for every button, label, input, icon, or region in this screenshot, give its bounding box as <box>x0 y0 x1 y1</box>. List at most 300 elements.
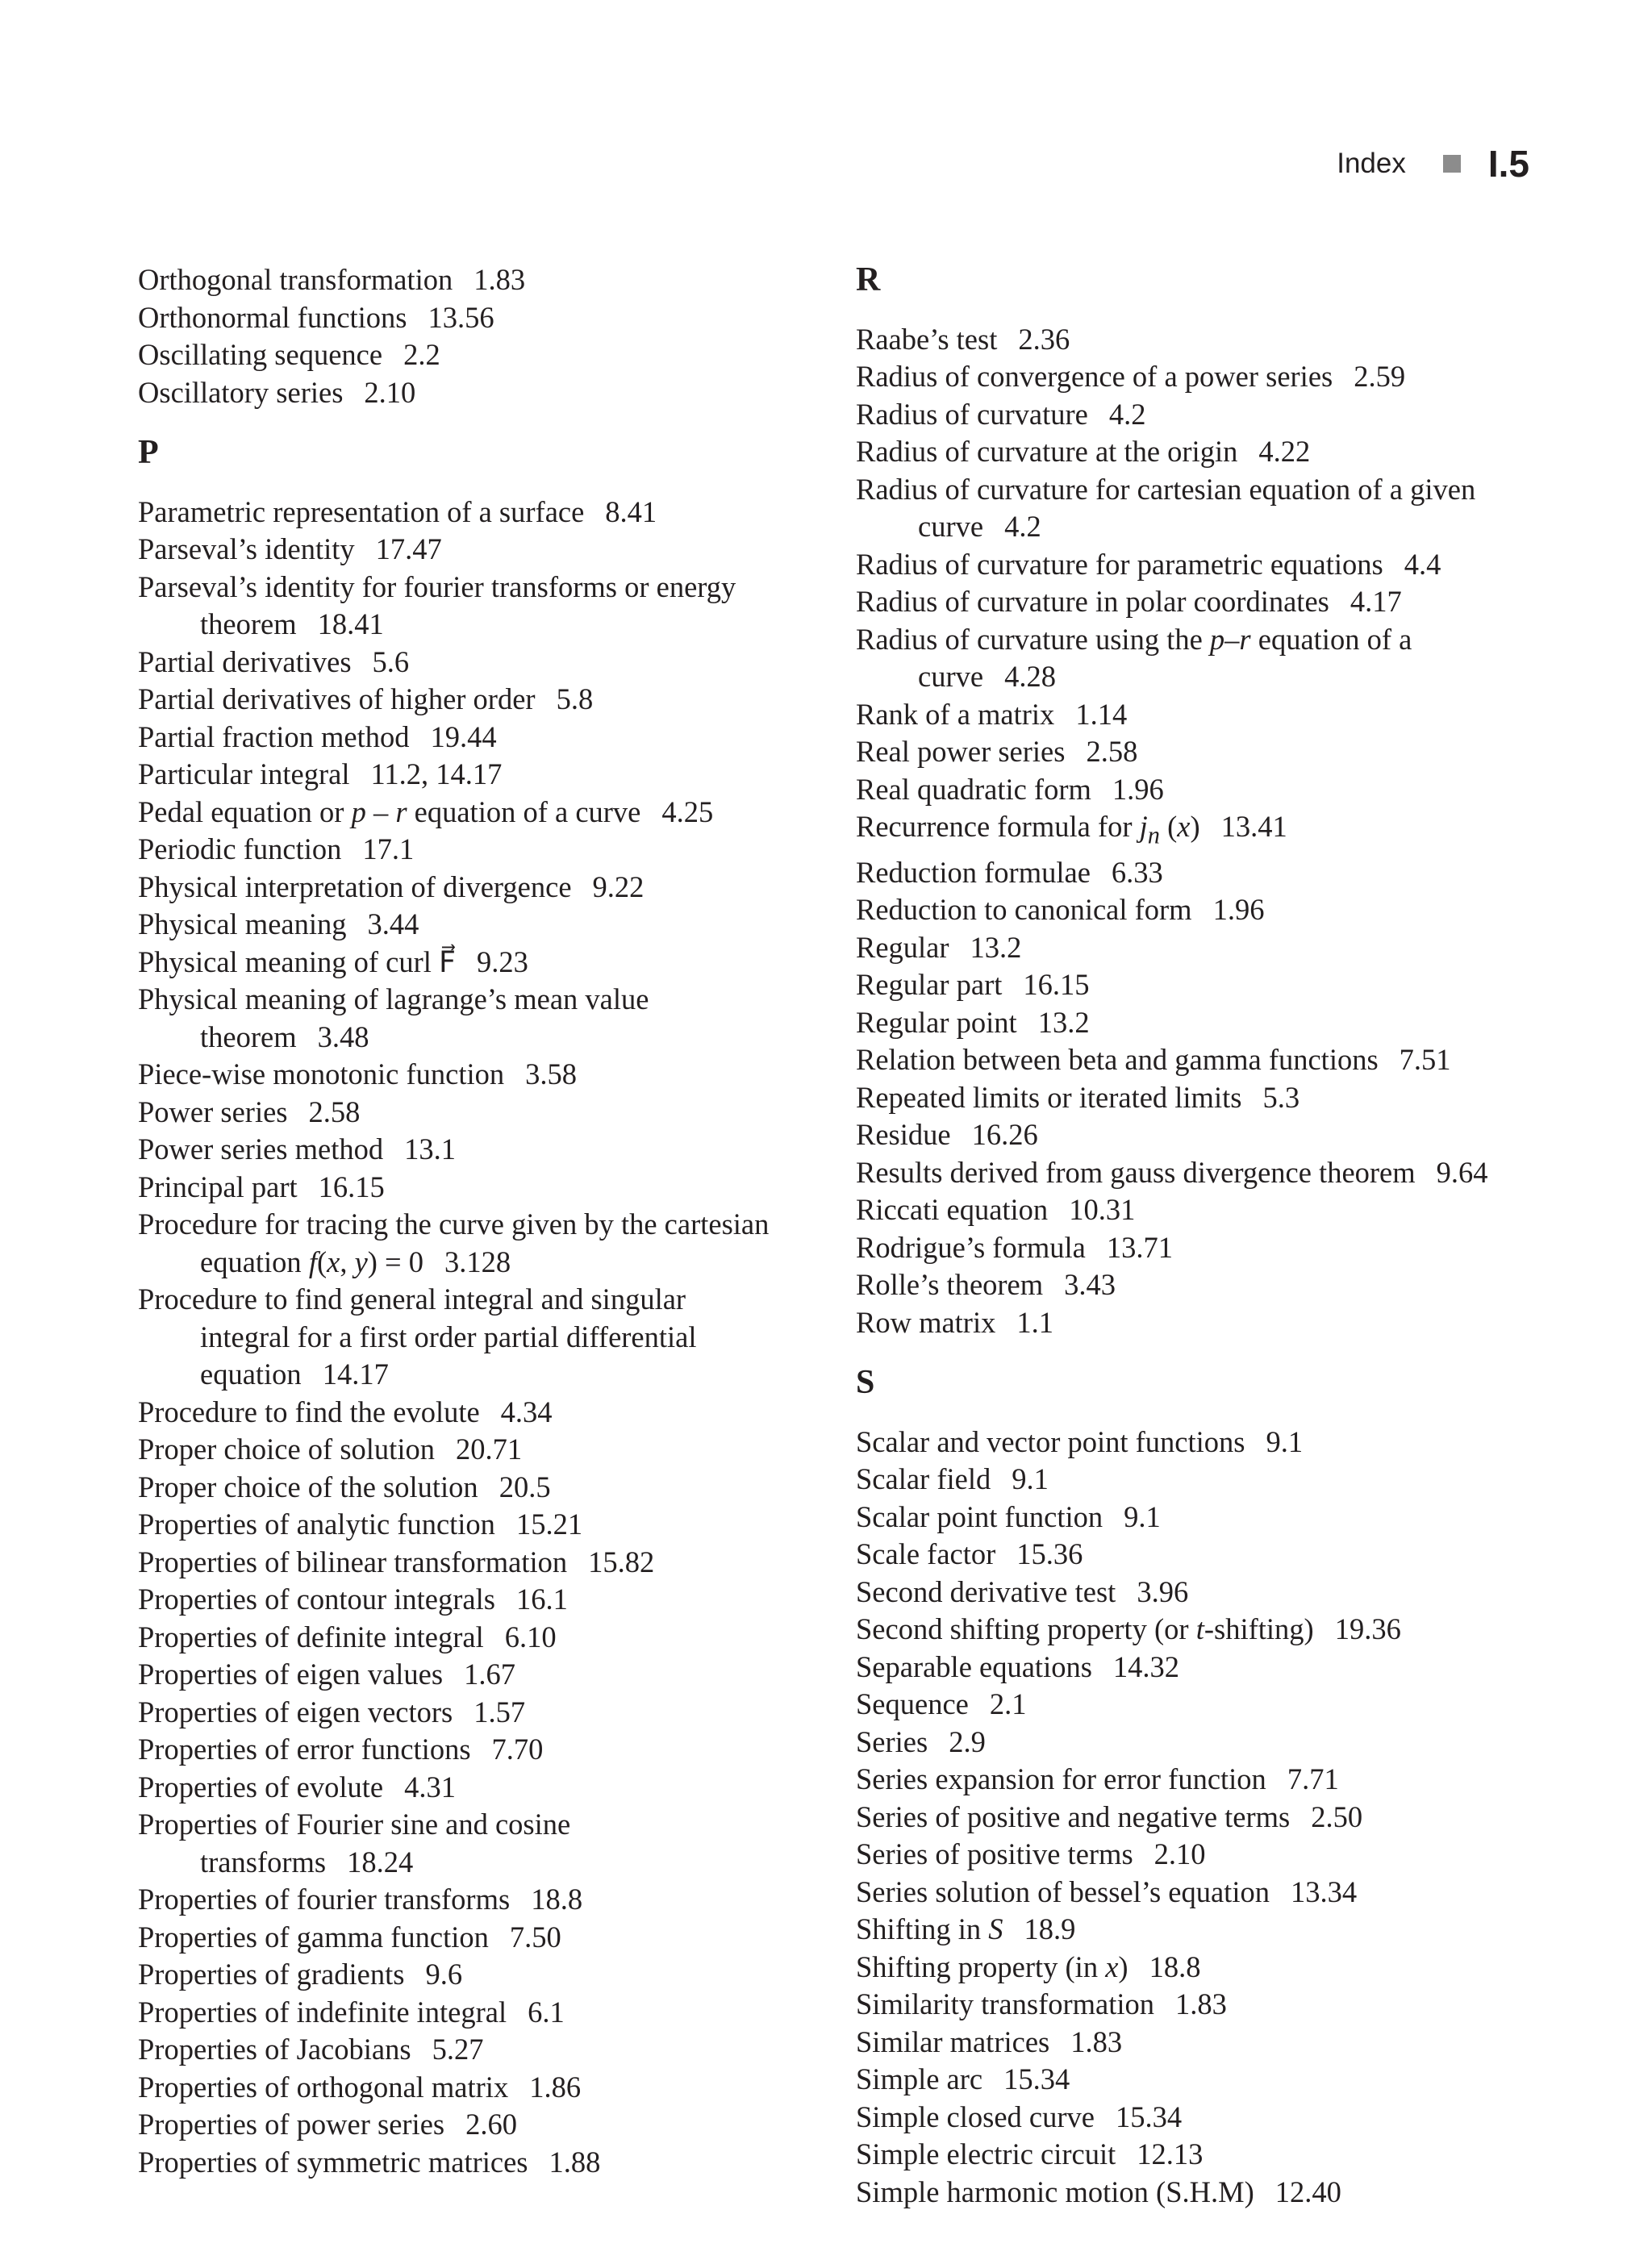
index-entry <box>856 546 1550 584</box>
index-entry <box>856 1536 1550 1574</box>
entry-term: Second derivative test <box>856 1574 1116 1608</box>
entry-pages: 2.59 <box>1354 360 1406 393</box>
index-entry <box>138 1806 832 1881</box>
index-entry <box>856 1041 1550 1079</box>
index-entry <box>856 1874 1550 1912</box>
entry-term: Repeated limits or iterated limits <box>856 1080 1242 1114</box>
entry-term: Radius of curvature using the <box>856 622 1210 656</box>
entry-pages: 3.58 <box>525 1057 577 1090</box>
entry-term-subscript: n <box>1147 821 1160 849</box>
index-entry <box>138 1206 832 1281</box>
entry-pages: 7.51 <box>1399 1043 1451 1077</box>
entry-term: Properties of symmetric matrices <box>138 2145 528 2179</box>
entry-term: Radius of curvature for cartesian equation of a given <box>856 472 1476 506</box>
entry-term: Procedure to find the evolute <box>138 1395 480 1428</box>
entry-pages: 6.33 <box>1111 855 1163 889</box>
index-entry <box>856 2099 1550 2137</box>
index-entry <box>856 433 1550 471</box>
index-entry <box>856 1799 1550 1837</box>
index-entry <box>138 869 832 907</box>
entry-term: Real power series <box>856 735 1066 768</box>
entry-term-continued: ( <box>316 1245 327 1278</box>
page-number: I.5 <box>1487 143 1529 185</box>
index-entry <box>138 1506 832 1544</box>
entry-pages: 4.2 <box>1108 397 1146 431</box>
index-entry <box>138 531 832 569</box>
entry-term: Principal part <box>138 1170 298 1203</box>
entry-pages: 18.8 <box>531 1883 583 1916</box>
entry-term: Properties of Fourier sine and cosine <box>138 1808 571 1841</box>
index-entry <box>138 1469 832 1507</box>
entry-term: Regular <box>856 930 949 964</box>
entry-term: Series <box>856 1724 928 1758</box>
entry-term-variable: p–r <box>1209 622 1251 656</box>
index-entry <box>138 2031 832 2069</box>
index-entry <box>856 1229 1550 1267</box>
index-entry <box>856 966 1550 1004</box>
index-entry <box>856 1424 1550 1462</box>
entry-pages: 13.71 <box>1106 1230 1173 1264</box>
entry-pages: 2.58 <box>1086 735 1138 768</box>
entry-pages: 19.36 <box>1334 1612 1401 1646</box>
entry-pages: 3.96 <box>1137 1574 1189 1608</box>
entry-term: Sequence <box>856 1687 969 1721</box>
index-entry <box>856 1611 1550 1649</box>
entry-term: Radius of curvature at the origin <box>856 435 1238 468</box>
index-entry <box>138 1094 832 1132</box>
index-entry <box>138 1881 832 1919</box>
index-entry <box>138 2144 832 2182</box>
left-column <box>138 261 832 2181</box>
entry-term: Properties of contour integrals <box>138 1583 495 1616</box>
entry-pages: 15.34 <box>1115 2100 1183 2133</box>
index-entry <box>856 1079 1550 1117</box>
entry-term: -shifting) <box>1204 1612 1314 1646</box>
index-entry <box>856 771 1550 809</box>
index-entry <box>856 891 1550 929</box>
index-entry <box>138 1544 832 1582</box>
entry-term: Simple arc <box>856 2062 983 2096</box>
index-entry <box>856 1499 1550 1537</box>
index-entry <box>856 929 1550 967</box>
entry-pages: 5.6 <box>372 644 410 678</box>
entry-term: Shifting property (in <box>856 1950 1106 1983</box>
index-entry <box>138 374 832 412</box>
entry-pages: 9.1 <box>1012 1462 1049 1496</box>
entry-term: Physical interpretation of divergence <box>138 869 572 903</box>
entry-term: Partial fraction method <box>138 719 410 753</box>
entry-pages: 5.27 <box>432 2033 484 2066</box>
index-entry <box>856 733 1550 771</box>
entry-term: Series expansion for error function <box>856 1762 1266 1796</box>
entry-pages: 1.83 <box>1175 1987 1227 2021</box>
entry-term: Properties of analytic function <box>138 1507 495 1541</box>
entry-pages: 1.88 <box>549 2145 601 2179</box>
entry-term-continued: theorem <box>200 607 297 640</box>
entry-pages: 16.26 <box>971 1118 1038 1152</box>
entry-term: Power series method <box>138 1132 384 1166</box>
entry-term: Residue <box>856 1118 951 1152</box>
entry-term: Properties of error functions <box>138 1733 471 1766</box>
entry-term: Properties of power series <box>138 2108 445 2141</box>
entry-pages: 7.50 <box>509 1920 561 1954</box>
entry-term: Simple closed curve <box>856 2100 1095 2133</box>
entry-pages: 18.8 <box>1149 1950 1201 1983</box>
entry-pages: 15.36 <box>1016 1537 1083 1571</box>
index-entry <box>856 321 1550 359</box>
entry-pages: 2.1 <box>989 1687 1027 1721</box>
entry-term: Scalar and vector point functions <box>856 1424 1245 1458</box>
entry-pages: 4.22 <box>1258 435 1311 468</box>
entry-pages: 10.31 <box>1069 1193 1136 1227</box>
entry-pages: 5.3 <box>1262 1080 1300 1114</box>
index-entry <box>138 261 832 299</box>
entry-term: Results derived from gauss divergence theorem <box>856 1155 1416 1189</box>
entry-term: Proper choice of the solution <box>138 1470 478 1503</box>
index-entry <box>856 396 1550 434</box>
index-entry <box>138 981 832 1056</box>
index-entry <box>856 1116 1550 1154</box>
entry-pages: 1.83 <box>473 263 526 296</box>
entry-pages: 6.1 <box>528 1995 565 2029</box>
entry-term: Properties of indefinite integral <box>138 1995 507 2029</box>
entry-pages: 15.21 <box>515 1507 583 1541</box>
entry-term-variable: x <box>1105 1950 1119 1983</box>
entry-term: Properties of definite integral <box>138 1620 484 1653</box>
entry-term-continued: , <box>340 1245 355 1278</box>
entry-term: Rank of a matrix <box>856 697 1055 731</box>
index-entry <box>138 1169 832 1207</box>
entry-pages: 1.96 <box>1112 772 1164 806</box>
entry-term: Properties of bilinear transformation <box>138 1545 568 1578</box>
entry-pages: 16.15 <box>1023 968 1090 1002</box>
entry-term: Radius of curvature for parametric equations <box>856 547 1383 581</box>
index-entry <box>138 1056 832 1094</box>
entry-pages: 9.23 <box>477 945 528 978</box>
entry-term-variable: x <box>327 1245 340 1278</box>
entry-pages: 3.44 <box>367 907 419 940</box>
entry-term: Particular integral <box>138 757 350 790</box>
index-entry <box>856 1949 1550 1987</box>
index-entry <box>138 569 832 644</box>
entry-pages: 2.2 <box>403 338 440 371</box>
entry-term: Real quadratic form <box>856 772 1091 806</box>
entry-pages: 15.82 <box>588 1545 655 1578</box>
entry-pages: 18.24 <box>347 1845 414 1879</box>
index-entry <box>138 944 832 982</box>
entry-term: Physical meaning of curl F⃗ <box>138 945 457 978</box>
entry-term-continued: equation <box>200 1357 302 1391</box>
entry-term: Proper choice of solution <box>138 1432 435 1466</box>
index-entry <box>138 1394 832 1432</box>
entry-term-continued: integral for a first order partial differential <box>200 1320 697 1353</box>
entry-term-variable: S <box>988 1912 1003 1946</box>
entry-pages: 17.47 <box>375 532 442 565</box>
entry-term: Properties of Jacobians <box>138 2033 411 2066</box>
entry-pages: 1.67 <box>464 1658 515 1691</box>
entry-term: Simple electric circuit <box>856 2137 1116 2171</box>
entry-term: Raabe’s test <box>856 322 998 356</box>
entry-pages: 13.1 <box>404 1132 456 1166</box>
entry-pages: 3.43 <box>1064 1268 1116 1302</box>
entry-pages: 9.64 <box>1436 1155 1488 1189</box>
section-letter-s: S <box>856 1364 875 1402</box>
index-entry <box>138 794 832 832</box>
entry-term: Orthogonal transformation <box>138 263 453 296</box>
index-entry <box>856 1304 1550 1342</box>
entry-pages: 13.41 <box>1220 810 1287 843</box>
right-column <box>856 261 1550 2211</box>
index-entry <box>856 2174 1550 2212</box>
running-head <box>1337 142 1529 186</box>
entry-term: Properties of gamma function <box>138 1920 489 1954</box>
entry-pages: 5.8 <box>556 682 594 715</box>
entry-term: Physical meaning of lagrange’s mean value <box>138 982 649 1015</box>
entry-pages: 8.41 <box>605 494 657 528</box>
entry-term-variable: x <box>1177 810 1191 843</box>
index-entry <box>856 1266 1550 1304</box>
entry-term: Radius of curvature in polar coordinates <box>856 585 1329 618</box>
entry-pages: 16.15 <box>318 1170 385 1203</box>
entry-pages: 2.9 <box>949 1724 986 1758</box>
entry-term: Power series <box>138 1095 288 1128</box>
entry-pages: 1.83 <box>1070 2025 1123 2058</box>
section-letter-r: R <box>856 261 881 298</box>
index-entry <box>856 1836 1550 1874</box>
entry-term-variable: p <box>351 794 366 828</box>
entry-term: Scalar point function <box>856 1499 1103 1533</box>
entry-pages: 17.1 <box>362 832 415 865</box>
entry-pages: 2.60 <box>465 2108 517 2141</box>
entry-pages: 1.14 <box>1075 697 1128 731</box>
entry-term: Procedure to find general integral and singular <box>138 1282 686 1316</box>
entry-term: Oscillating sequence <box>138 338 383 371</box>
index-entry <box>138 831 832 869</box>
entry-term-variable: j <box>1139 810 1148 843</box>
index-entry <box>856 1911 1550 1949</box>
index-entry <box>856 471 1550 546</box>
entry-term: Orthonormal functions <box>138 300 407 334</box>
entry-term: Reduction formulae <box>856 855 1091 889</box>
entry-pages: 3.48 <box>317 1020 369 1053</box>
entry-term-continued: curve <box>918 660 984 693</box>
index-entry <box>856 1191 1550 1229</box>
index-entry <box>856 621 1550 696</box>
entry-pages: 20.5 <box>499 1470 551 1503</box>
entry-pages: 3.128 <box>444 1245 511 1278</box>
entry-pages: 11.2, 14.17 <box>370 757 503 790</box>
entry-term: Recurrence formula for <box>856 810 1140 843</box>
index-entry <box>138 1619 832 1657</box>
entry-pages: 9.1 <box>1266 1424 1304 1458</box>
index-entry <box>856 358 1550 396</box>
running-head-square-icon <box>1443 155 1461 173</box>
entry-term: Oscillatory series <box>138 375 344 409</box>
entry-term: Series solution of bessel’s equation <box>856 1874 1270 1908</box>
index-entry <box>856 808 1550 854</box>
entry-pages: 12.13 <box>1137 2137 1204 2171</box>
entry-pages: 13.2 <box>970 930 1022 964</box>
index-entry <box>856 1461 1550 1499</box>
entry-pages: 2.36 <box>1018 322 1070 356</box>
entry-pages: 7.71 <box>1287 1762 1339 1796</box>
index-entry <box>856 1004 1550 1042</box>
entry-term: Parametric representation of a surface <box>138 494 585 528</box>
entry-term: Partial derivatives of higher order <box>138 682 536 715</box>
entry-term-variable: r <box>395 794 407 828</box>
entry-term: Series of positive and negative terms <box>856 1799 1291 1833</box>
index-entry <box>138 1731 832 1769</box>
entry-term: Parseval’s identity for fourier transforms or energy <box>138 569 736 603</box>
entry-term: Relation between beta and gamma functions <box>856 1043 1379 1077</box>
entry-term-continued: ) = 0 <box>367 1245 424 1278</box>
index-entry <box>856 2061 1550 2099</box>
entry-pages: 1.57 <box>473 1695 526 1728</box>
entry-term: Periodic function <box>138 832 342 865</box>
entry-term: Radius of convergence of a power series <box>856 360 1333 393</box>
index-entry <box>138 1131 832 1169</box>
index-entry <box>138 756 832 794</box>
entry-pages: 4.31 <box>404 1770 456 1804</box>
entry-term: Similarity transformation <box>856 1987 1155 2021</box>
entry-term: Row matrix <box>856 1305 996 1339</box>
running-head-label: Index <box>1337 148 1406 179</box>
entry-pages: 12.40 <box>1274 2175 1341 2208</box>
entry-pages: 9.22 <box>592 869 645 903</box>
index-entry <box>138 1919 832 1957</box>
entry-term: Second shifting property (or <box>856 1612 1196 1646</box>
entry-term: Regular part <box>856 968 1003 1002</box>
index-entry <box>856 1761 1550 1799</box>
entry-pages: 13.34 <box>1290 1874 1358 1908</box>
entry-term: Scalar field <box>856 1462 991 1496</box>
index-entry <box>856 854 1550 892</box>
entry-pages: 1.86 <box>529 2070 582 2104</box>
index-entry <box>138 2069 832 2107</box>
entry-term: ( <box>1160 810 1178 843</box>
entry-term: Rodrigue’s formula <box>856 1230 1086 1264</box>
index-entry <box>138 336 832 374</box>
entry-term-continued: equation <box>200 1245 309 1278</box>
index-entry <box>138 299 832 337</box>
entry-pages: 1.96 <box>1212 893 1265 927</box>
entry-term: Similar matrices <box>856 2025 1050 2058</box>
entry-pages: 2.10 <box>364 375 416 409</box>
index-entry <box>138 906 832 944</box>
entry-pages: 2.10 <box>1153 1837 1206 1871</box>
entry-pages: 13.2 <box>1037 1005 1090 1039</box>
index-entry <box>856 2024 1550 2062</box>
entry-term: Properties of eigen values <box>138 1658 444 1691</box>
index-entry <box>138 681 832 719</box>
entry-term: equation of a <box>1250 622 1412 656</box>
entry-term: Parseval’s identity <box>138 532 355 565</box>
entry-pages: 4.28 <box>1004 660 1056 693</box>
section-letter-p: P <box>138 434 159 471</box>
entry-term: Separable equations <box>856 1649 1092 1683</box>
entry-pages: 9.6 <box>425 1958 463 1991</box>
index-entry <box>856 1724 1550 1762</box>
entry-term: ) <box>1190 810 1200 843</box>
entry-term: Reduction to canonical form <box>856 893 1192 927</box>
index-entry <box>856 583 1550 621</box>
entry-term: Properties of gradients <box>138 1958 405 1991</box>
entry-term-variable: y <box>354 1245 368 1278</box>
index-entry <box>856 696 1550 734</box>
entry-pages: 2.58 <box>308 1095 361 1128</box>
entry-pages: 18.41 <box>317 607 384 640</box>
entry-term: Properties of orthogonal matrix <box>138 2070 509 2104</box>
entry-pages: 15.34 <box>1003 2062 1070 2096</box>
index-entry <box>138 1281 832 1394</box>
entry-pages: 13.56 <box>428 300 494 334</box>
entry-pages: 4.25 <box>661 794 714 828</box>
entry-term: ) <box>1118 1950 1128 1983</box>
entry-pages: 9.1 <box>1124 1499 1161 1533</box>
index-entry <box>856 1986 1550 2024</box>
entry-term-continued: theorem <box>200 1020 297 1053</box>
entry-term: Properties of fourier transforms <box>138 1883 511 1916</box>
index-entry <box>138 1694 832 1732</box>
index-entry <box>138 1994 832 2032</box>
index-entry <box>856 1686 1550 1724</box>
entry-pages: 4.17 <box>1350 585 1402 618</box>
entry-pages: 1.1 <box>1016 1305 1053 1339</box>
entry-term: Riccati equation <box>856 1193 1049 1227</box>
index-entry <box>138 1581 832 1619</box>
entry-pages: 14.32 <box>1112 1649 1180 1683</box>
entry-term: Rolle’s theorem <box>856 1268 1044 1302</box>
index-entry <box>138 719 832 757</box>
entry-pages: 4.34 <box>500 1395 553 1428</box>
entry-term: Pedal equation or <box>138 794 352 828</box>
index-entry <box>138 1956 832 1994</box>
entry-term: – <box>365 794 396 828</box>
index-entry <box>856 1649 1550 1687</box>
entry-term: Procedure for tracing the curve given by the cartesian <box>138 1207 770 1241</box>
entry-term: Shifting in <box>856 1912 989 1946</box>
entry-pages: 18.9 <box>1024 1912 1076 1946</box>
entry-pages: 4.2 <box>1004 510 1041 543</box>
index-entry <box>138 1431 832 1469</box>
index-entry <box>138 644 832 682</box>
entry-term: Regular point <box>856 1005 1017 1039</box>
entry-pages: 20.71 <box>455 1432 523 1466</box>
entry-pages: 14.17 <box>322 1357 389 1391</box>
entry-term: equation of a curve <box>407 794 641 828</box>
index-entry <box>856 1154 1550 1192</box>
entry-term-continued: transforms <box>200 1845 327 1879</box>
entry-term-continued: curve <box>918 510 984 543</box>
entry-pages: 6.10 <box>504 1620 557 1653</box>
entry-term: Properties of eigen vectors <box>138 1695 453 1728</box>
entry-term-variable: t <box>1195 1612 1204 1646</box>
index-entry <box>856 2136 1550 2174</box>
entry-pages: 16.1 <box>515 1583 568 1616</box>
entry-term: Simple harmonic motion (S.H.M) <box>856 2175 1254 2208</box>
index-entry <box>138 494 832 532</box>
entry-term-variable: f <box>308 1245 317 1278</box>
index-entry <box>856 1574 1550 1612</box>
entry-term: Physical meaning <box>138 907 347 940</box>
entry-term: Piece-wise monotonic function <box>138 1057 505 1090</box>
index-entry <box>138 1656 832 1694</box>
entry-term: Partial derivatives <box>138 644 352 678</box>
entry-term: Series of positive terms <box>856 1837 1133 1871</box>
entry-term: Properties of evolute <box>138 1770 384 1804</box>
entry-pages: 4.4 <box>1404 547 1441 581</box>
entry-term: Scale factor <box>856 1537 996 1571</box>
